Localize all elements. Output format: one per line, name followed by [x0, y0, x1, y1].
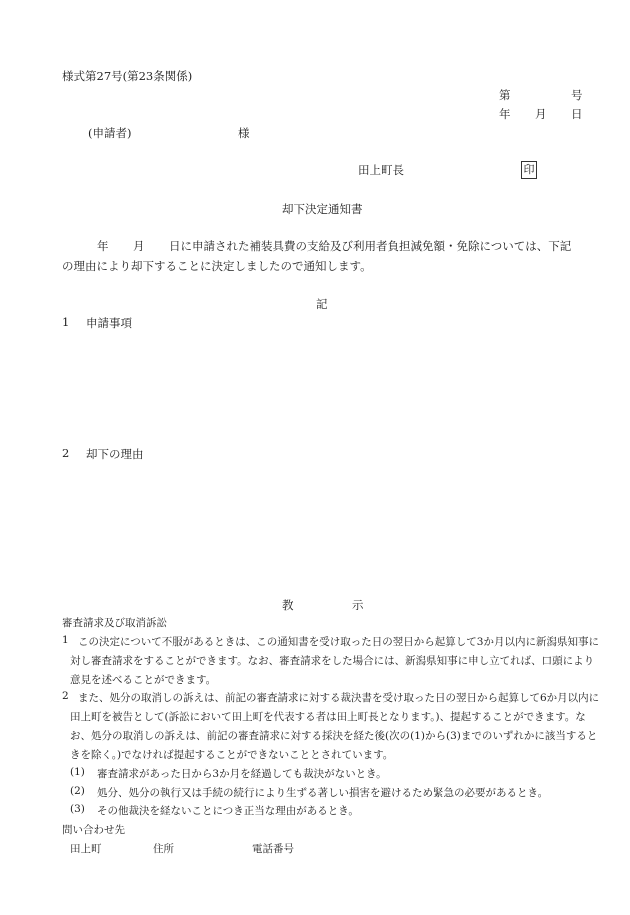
- notice-title-left: 教: [282, 598, 294, 612]
- doc-number-prefix: 第: [499, 88, 511, 102]
- body-year: 年: [97, 239, 109, 253]
- ki-marker: 記: [316, 297, 328, 311]
- notice-item2-line1: また、処分の取消しの訴えは、前記の審査請求に対する裁決書を受け取った日の翌日から起算して6か月以内に: [78, 692, 600, 704]
- section-2-label: 却下の理由: [86, 447, 144, 461]
- notice-title-right: 示: [352, 598, 364, 612]
- sub-item-3-number: (3): [70, 803, 85, 815]
- sub-item-2-number: (2): [70, 785, 85, 797]
- notice-item2-number: 2: [62, 690, 69, 702]
- notice-item1-line2: 対し審査請求をすることができます。なお、審査請求をした場合には、新潟県知事に申し立てれば、口頭により: [70, 655, 595, 667]
- seal-box: [521, 161, 537, 179]
- sub-item-2-text: 処分、処分の執行又は手続の続行により生ずる著しい損害を避けるため緊急の必要があるとき。: [97, 787, 549, 799]
- date-day: 日: [571, 107, 583, 121]
- form-number: 様式第27号(第23条関係): [62, 69, 193, 83]
- applicant-honorific: 様: [238, 126, 250, 140]
- body-line1: 日に申請された補装具費の支給及び利用者負担減免額・免除については、下記: [169, 239, 572, 253]
- sub-item-1-number: (1): [70, 766, 85, 778]
- section-1-label: 申請事項: [86, 316, 132, 330]
- notice-item2-line4: きを除く。)でなければ提起することができないこととされています。: [70, 749, 394, 761]
- section-1-number: 1: [62, 315, 70, 329]
- doc-number-suffix: 号: [571, 88, 583, 102]
- date-year: 年: [499, 107, 511, 121]
- sub-item-3-text: その他裁決を経ないことにつき正当な理由があるとき。: [97, 805, 359, 817]
- section-2-number: 2: [62, 446, 70, 460]
- body-line2: の理由により却下することに決定しましたので通知します。: [62, 259, 372, 273]
- body-month: 月: [133, 239, 145, 253]
- contact-address-label: 住所: [153, 843, 174, 855]
- contact-phone-label: 電話番号: [252, 843, 294, 855]
- notice-item2-line2: 田上町を被告として(訴訟において田上町を代表する者は田上町長となります。)、提起することができます。な: [70, 711, 586, 723]
- date-month: 月: [535, 107, 547, 121]
- notice-heading: 審査請求及び取消訴訟: [62, 617, 167, 629]
- contact-heading: 問い合わせ先: [62, 824, 125, 836]
- sub-item-1-text: 審査請求があった日から3か月を経過しても裁決がないとき。: [97, 768, 387, 780]
- seal-char: 印: [523, 163, 535, 176]
- notice-item2-line3: お、処分の取消しの訴えは、前記の審査請求に対する採決を経た後(次の(1)から(3)までのいずれかに該当すると: [70, 730, 598, 742]
- contact-town: 田上町: [70, 843, 102, 855]
- issuer-name: 田上町長: [358, 163, 404, 177]
- notice-item1-number: 1: [62, 634, 69, 646]
- notice-item1-line1: この決定について不服があるときは、この通知書を受け取った日の翌日から起算して3か月以内に新潟県知事に: [78, 636, 599, 648]
- applicant-label: (申請者): [88, 126, 132, 140]
- notice-item1-line3: 意見を述べることができます。: [70, 674, 217, 686]
- document-title: 却下決定通知書: [282, 202, 363, 216]
